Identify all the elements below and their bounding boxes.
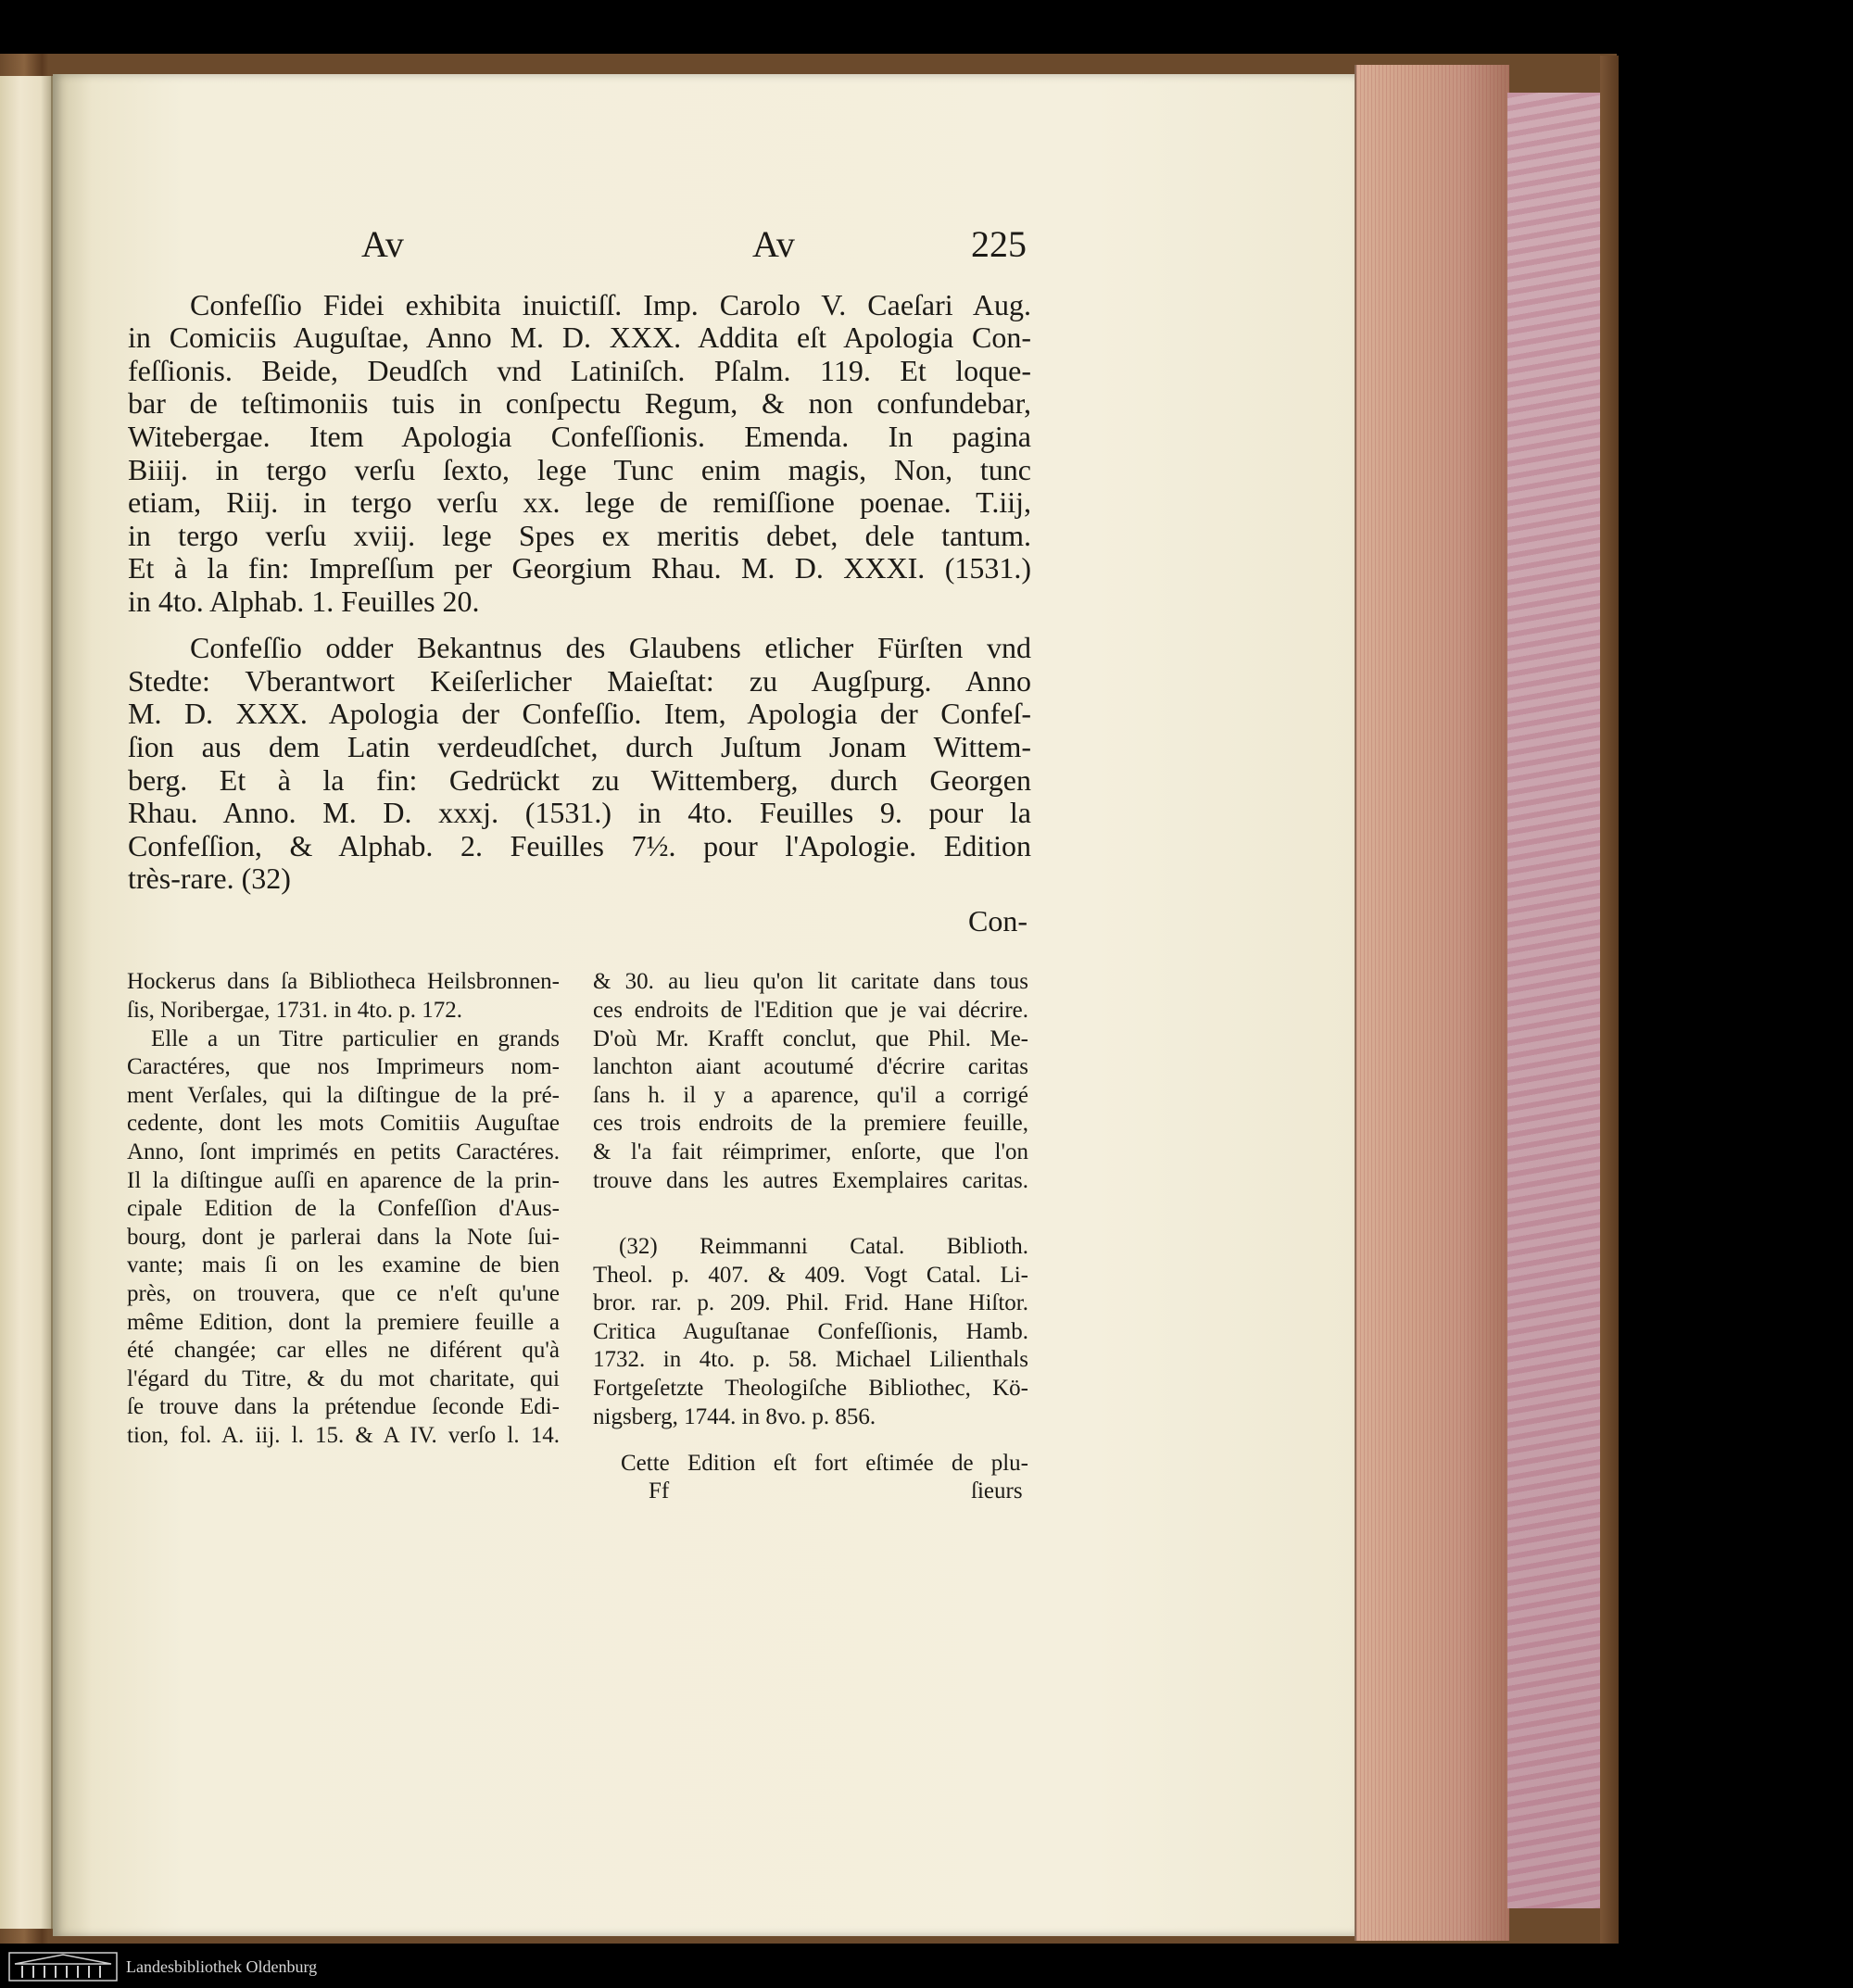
note-line: été changée; car elles ne diférent qu'à: [127, 1338, 560, 1363]
note-32-line: (32) Reimmanni Catal. Biblioth.: [619, 1234, 1028, 1259]
note-32-line: Fortgeſetzte Theologiſche Bibliothec, Kö-: [593, 1376, 1028, 1401]
catchword-con: Con-: [968, 904, 1027, 937]
note-line: Anno, ſont imprimés en petits Caractéres.: [127, 1139, 560, 1164]
note-line: même Edition, dont la premiere feuille a: [127, 1310, 560, 1335]
entry-line: Et à la fin: Impreſſum per Georgium Rhau. M. D. XXXI. (1531.): [128, 551, 1031, 585]
note-line: ces endroits de l'Edition que je vai décrire.: [593, 998, 1028, 1023]
entry-line: Witebergae. Item Apologia Confeſſionis. Emenda. In pagina: [128, 420, 1031, 453]
entry-line: Confeſſion, & Alphab. 2. Feuilles 7½. pour l'Apologie. Edition: [128, 829, 1031, 862]
entry-line: Biiij. in tergo verſu ſexto, lege Tunc enim magis, Non, tunc: [128, 453, 1031, 486]
marbled-endpaper: [1507, 93, 1600, 1908]
entry-line: Stedte: Vberantwort Keiſerlicher Maieſtat: zu Augſpurg. Anno: [128, 664, 1031, 698]
page-number: 225: [971, 223, 1027, 265]
note-32-line: Critica Auguſtanae Confeſſionis, Hamb.: [593, 1319, 1028, 1344]
note-line: Elle a un Titre particulier en grands: [151, 1026, 560, 1051]
page-edges: [1355, 65, 1509, 1941]
note-line: trouve dans les autres Exemplaires caritas.: [593, 1168, 1028, 1193]
note-line: ſans h. il y a aparence, qu'il a corrigé: [593, 1083, 1028, 1108]
note-line: l'égard du Titre, & du mot charitate, qui: [127, 1366, 560, 1391]
note-line: & l'a fait réimprimer, enſorte, que l'on: [593, 1139, 1028, 1164]
entry-line: bar de teſtimoniis tuis in conſpectu Regum, & non confundebar,: [128, 386, 1031, 420]
note-line: lanchton aiant acoutumé d'écrire caritas: [593, 1054, 1028, 1079]
note-line: vante; mais ſi on les examine de bien: [127, 1252, 560, 1277]
note-line: cedente, dont les mots Comitiis Auguſtae: [127, 1111, 560, 1136]
note-line: D'où Mr. Krafft conclut, que Phil. Me-: [593, 1026, 1028, 1051]
catchword-bottom: ſieurs: [971, 1478, 1023, 1504]
note-line: tion, fol. A. iij. l. 15. & A IV. verſo l. 14.: [127, 1423, 560, 1448]
entry-line: Rhau. Anno. M. D. xxxj. (1531.) in 4to. Feuilles 9. pour la: [128, 796, 1031, 829]
note-line: & 30. au lieu qu'on lit caritate dans tous: [593, 969, 1028, 994]
library-logo-icon: [7, 1951, 119, 1982]
note-line: Cette Edition eſt fort eſtimée de plu-: [621, 1451, 1028, 1476]
binding-edge: [1600, 56, 1619, 1945]
note-line: près, on trouvera, que ce n'eſt qu'une: [127, 1281, 560, 1306]
entry-line: Confeſſio Fidei exhibita inuictiſſ. Imp. Carolo V. Caeſari Aug.: [190, 288, 1031, 321]
left-page-edge: [0, 76, 53, 1929]
note-line: cipale Edition de la Confeſſion d'Aus-: [127, 1196, 560, 1221]
note-line: Il la diſtingue auſſi en aparence de la prin-: [127, 1168, 560, 1193]
entry-line: feſſionis. Beide, Deudſch vnd Latiniſch. Pſalm. 119. Et loque-: [128, 354, 1031, 387]
footer-bar: [0, 1944, 1853, 1988]
running-head-left: Av: [361, 223, 404, 265]
note-line: ſe trouve dans la prétendue ſeconde Edi-: [127, 1394, 560, 1419]
note-line: bourg, dont je parlerai dans la Note ſui-: [127, 1225, 560, 1250]
entry-line: ſion aus dem Latin verdeudſchet, durch Juſtum Jonam Wittem-: [128, 730, 1031, 763]
running-head-center: Av: [752, 223, 795, 265]
entry-line: etiam, Riij. in tergo verſu xx. lege de remiſſione poenae. T.iij,: [128, 485, 1031, 519]
entry-line: Confeſſio odder Bekantnus des Glaubens etlicher Fürſten vnd: [190, 631, 1031, 664]
note-32-line: nigsberg, 1744. in 8vo. p. 856.: [593, 1404, 876, 1429]
entry-line: très-rare. (32): [128, 862, 291, 895]
entry-line: berg. Et à la fin: Gedrückt zu Wittemberg, durch Georgen: [128, 763, 1031, 797]
note-32-line: 1732. in 4to. p. 58. Michael Lilienthals: [593, 1347, 1028, 1372]
note-32-line: bror. rar. p. 209. Phil. Frid. Hane Hiſtor.: [593, 1290, 1028, 1315]
entry-line: M. D. XXX. Apologia der Confeſſio. Item, Apologia der Confeſ-: [128, 697, 1031, 730]
note-line: ces trois endroits de la premiere feuille,: [593, 1111, 1028, 1136]
signature-mark: Ff: [649, 1478, 670, 1504]
note-32-line: Theol. p. 407. & 409. Vogt Catal. Li-: [593, 1263, 1028, 1288]
note-line: Hockerus dans ſa Bibliotheca Heilsbronnen-: [127, 969, 560, 994]
note-line: Caractéres, que nos Imprimeurs nom-: [127, 1054, 560, 1079]
note-line: ment Verſales, qui la diſtingue de la pré-: [127, 1083, 560, 1108]
library-name: Landesbibliothek Oldenburg: [126, 1957, 318, 1976]
entry-line: in Comiciis Auguſtae, Anno M. D. XXX. Addita eſt Apologia Con-: [128, 321, 1031, 354]
entry-line: in tergo verſu xviij. lege Spes ex meritis debet, dele tantum.: [128, 519, 1031, 552]
entry-line: in 4to. Alphab. 1. Feuilles 20.: [128, 585, 480, 618]
note-line: ſis, Noribergae, 1731. in 4to. p. 172.: [127, 998, 462, 1023]
